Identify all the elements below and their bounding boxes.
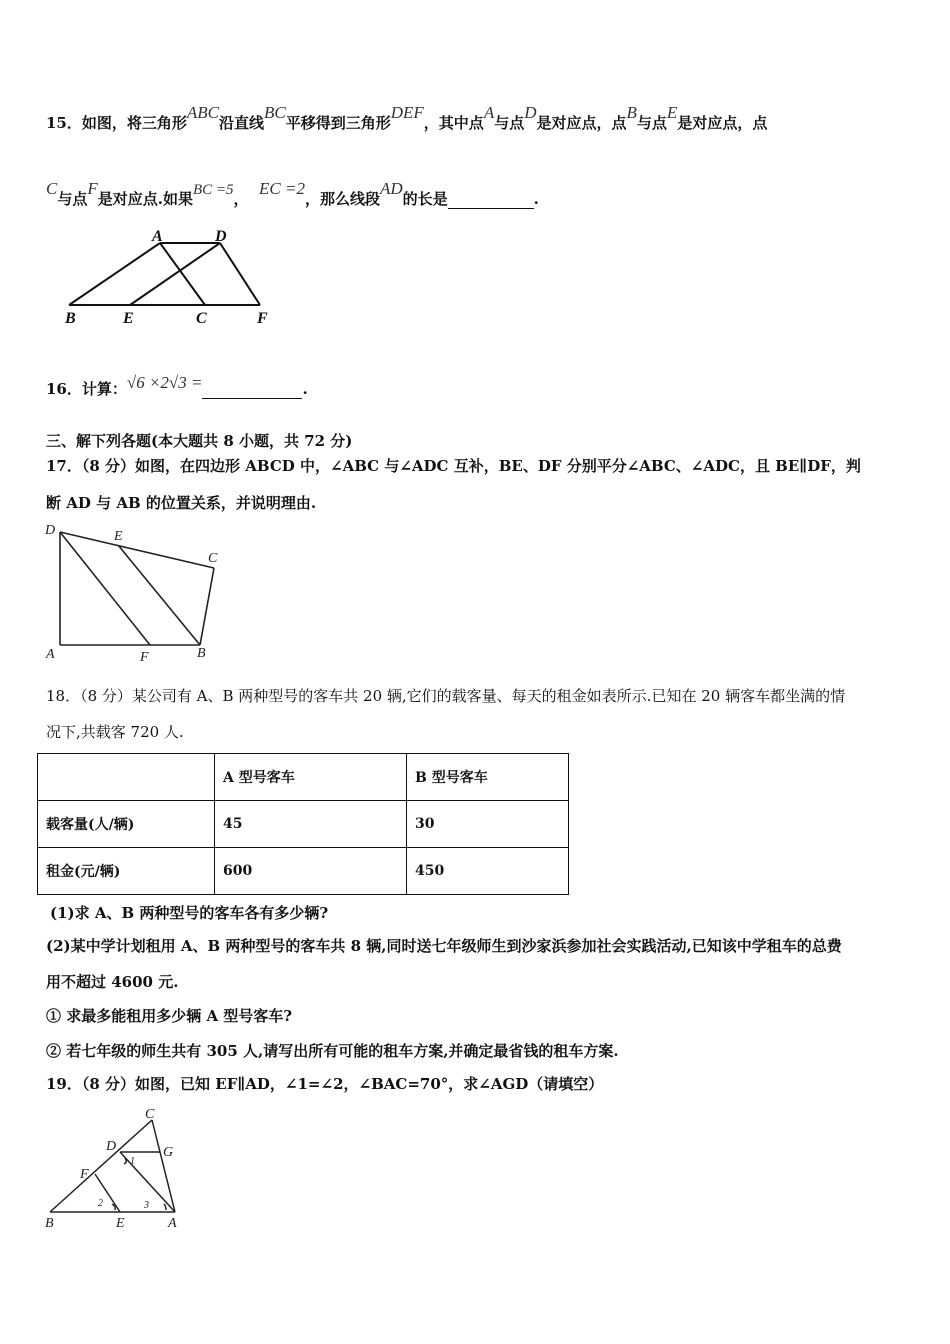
- q18-part2-line1: (2)某中学计划租用 A、B 两种型号的客车共 8 辆,同时送七年级师生到沙家浜参加社会实践活动,已知该中学租车的总费: [46, 937, 842, 955]
- q19-line1: 19．（8 分）如图，已知 EF∥AD，∠1=∠2，∠BAC=70°，求∠AGD（请填空）: [46, 1075, 604, 1093]
- q19-label-angle3: 3: [144, 1200, 149, 1211]
- q16-expression: √6 ×2√3 =: [126, 373, 203, 392]
- q17-label-d: D: [45, 523, 56, 538]
- q18-line1: 18．（8 分）某公司有 A、B 两种型号的客车共 20 辆,它们的载客量、每天的租金如表所示.已知在 20 辆客车都坐满的情: [46, 687, 846, 705]
- table-row: [38, 801, 569, 848]
- q17-label-b: B: [197, 646, 206, 661]
- table-cell: A 型号客车: [215, 754, 407, 801]
- table-cell: 450: [407, 848, 569, 895]
- q15-label-d: D: [215, 228, 227, 245]
- q19-label-b: B: [45, 1216, 54, 1231]
- q17-line1: 17．（8 分）如图，在四边形 ABCD 中，∠ABC 与∠ADC 互补，BE、DF 分别平分∠ABC、∠ADC，且 BE∥DF，判: [46, 457, 861, 475]
- table-cell: 30: [407, 801, 569, 848]
- q15-label-f: F: [257, 310, 268, 327]
- table-cell: B 型号客车: [407, 754, 569, 801]
- q18-part1: (1)求 A、B 两种型号的客车各有多少辆?: [50, 904, 329, 922]
- q15-answer-blank: [448, 190, 534, 209]
- q17-line2: 断 AD 与 AB 的位置关系，并说明理由.: [46, 494, 317, 512]
- q18-line2: 况下,共载客 720 人.: [46, 723, 184, 741]
- q15-abc: ABC: [186, 103, 219, 122]
- q17-label-e: E: [114, 529, 123, 544]
- q17-label-a: A: [46, 647, 55, 662]
- q19-label-d: D: [106, 1139, 117, 1154]
- q15-label-e: E: [123, 310, 134, 327]
- table-cell: 载客量(人/辆): [38, 801, 215, 848]
- rental-table: [37, 753, 569, 895]
- table-cell: 租金(元/辆): [38, 848, 215, 895]
- table-row: [38, 848, 569, 895]
- q18-circle1: ① 求最多能租用多少辆 A 型号客车?: [46, 1007, 293, 1025]
- q19-label-f: F: [80, 1167, 89, 1182]
- q19-figure: [40, 1100, 200, 1235]
- q18-circle2: ② 若七年级的师生共有 305 人,请写出所有可能的租车方案,并确定最省钱的租车方案.: [46, 1042, 619, 1060]
- q15-line1: 15．如图，将三角形ABC沿直线BC平移得到三角形DEF，其中点A与点D是对应点，点B与点E是对应点，点: [46, 103, 768, 132]
- q18-part2-line2: 用不超过 4600 元.: [46, 973, 179, 991]
- q19-label-e: E: [116, 1216, 125, 1231]
- q16-answer-blank: [202, 380, 302, 399]
- section-heading: 三、解下列各题(本大题共 8 小题，共 72 分): [46, 432, 353, 450]
- q19-label-angle1: 1: [130, 1156, 135, 1167]
- table-cell: 600: [215, 848, 407, 895]
- q15-label-a: A: [152, 228, 163, 245]
- q15-line2: C与点F是对应点.如果BC =5， EC =2，那么线段AD的长是 .: [46, 179, 539, 208]
- table-cell: 45: [215, 801, 407, 848]
- q19-label-c: C: [145, 1107, 155, 1122]
- q15-figure: [55, 228, 295, 328]
- table-row: [38, 754, 569, 801]
- q17-label-f: F: [140, 650, 149, 665]
- table-cell: [38, 754, 215, 801]
- q16-line: 16．计算：√6 ×2√3 = .: [46, 373, 308, 398]
- q15-label-b: B: [65, 310, 76, 327]
- q19-label-angle2: 2: [98, 1198, 103, 1209]
- q17-label-c: C: [208, 551, 218, 566]
- q19-label-g: G: [163, 1145, 174, 1160]
- q17-figure: [42, 520, 232, 665]
- q15-label-c: C: [196, 310, 207, 327]
- q19-label-a: A: [168, 1216, 177, 1231]
